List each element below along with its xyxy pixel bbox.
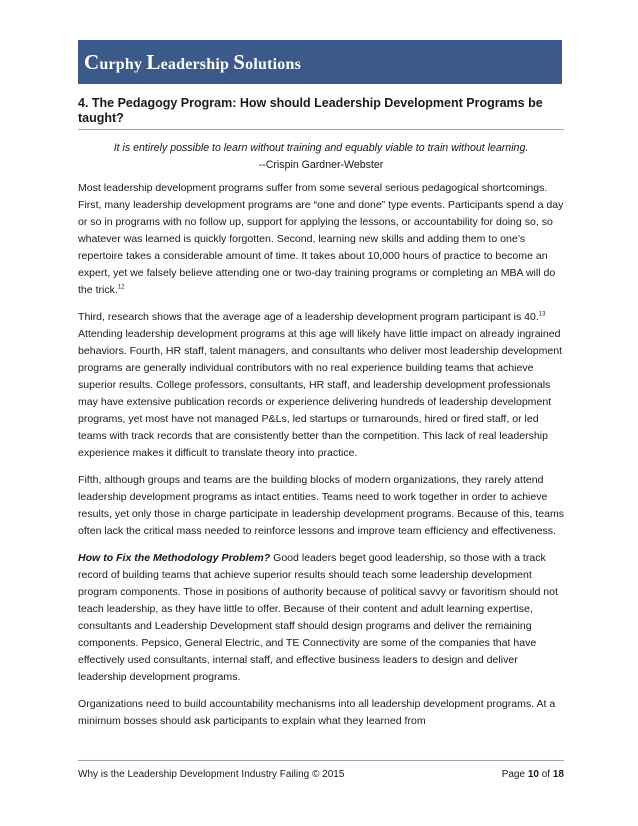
footer-title: Why is the Leadership Development Industry Failing © 2015 [78,769,345,780]
paragraph: Organizations need to build accountability mechanisms into all leadership development programs. At a minimum bosses should ask participants to explain what they learned from [78,698,556,727]
quote-text: It is entirely possible to learn without training and equably viable to train without learning. [113,142,529,154]
footnote-ref: 12 [117,284,125,291]
footnote-ref: 13 [538,311,546,318]
paragraph-lead: How to Fix the Methodology Problem? [78,552,271,564]
company-banner [78,40,562,84]
body-text [78,180,564,740]
footer-divider [78,760,564,761]
paragraph: How to Fix the Methodology Problem? Good leaders beget good leadership, so those with a track record of building teams that achieve superior results should teach some leadership development program components. Those in positions of authority because of political savvy or favoritism should not teach leadership, as they have little to offer. Because of their content and adult learning expertise, consultants and Leadership Development staff should design programs and deliver the remaining components. Pepsico, General Electric, and TE Connectivity are some of the companies that have effectively used consultants, internal staff, and effective business leaders to design and deliver leadership development programs. [78,552,558,683]
page-footer [78,769,564,780]
page-number: Page 10 of 18 [501,769,564,780]
epigraph [78,140,564,174]
quote-author: --Crispin Gardner-Webster [258,159,384,171]
section-heading: 4. The Pedagogy Program: How should Leadership Development Programs be taught? [78,96,543,125]
heading-divider [78,129,564,130]
paragraph: Third, research shows that the average age of a leadership development program participant is 40.13 Attending leadership development programs at this age will likely have little impact on already ingrained behaviors. Fourth, HR staff, talent managers, and consultants who deliver most leadership development programs are generally individual contributors with no real experience building teams that achieve superior results. College professors, consultants, HR staff, and leadership development professionals may have extensive publication records or experience delivering hundreds of leadership development programs, yet most have not managed P&Ls, led startups or turnarounds, hired or fired staff, or led teams with track records that are consistently better than the competition. This lack of real leadership experience makes it difficult to translate theory into practice. [78,311,563,459]
paragraph: Fifth, although groups and teams are the building blocks of modern organizations, they rarely attend leadership development programs as intact entities. Teams need to work together in order to achieve results, yet only those in charge participate in leadership development programs. Because of this, teams often lack the critical mass needed to reinforce lessons and improve team efficiency and effectiveness. [78,474,565,537]
company-name: Curphy Leadership Solutions [84,49,301,74]
paragraph: Most leadership development programs suffer from some several serious pedagogical shortcomings. First, many leadership development programs are “one and done” type events. Participants spend a day or so in programs with no follow up, support for applying the lessons, or accountability for doing so, so whatever was learned is quickly forgotten. Second, learning new skills and adding them to one’s repertoire takes a considerable amount of time. It takes about 10,000 hours of practice to become an expert, yet we falsely believe attending one or two-day training programs or completing an MBA will do the trick.$^{12}$ [78,182,564,296]
